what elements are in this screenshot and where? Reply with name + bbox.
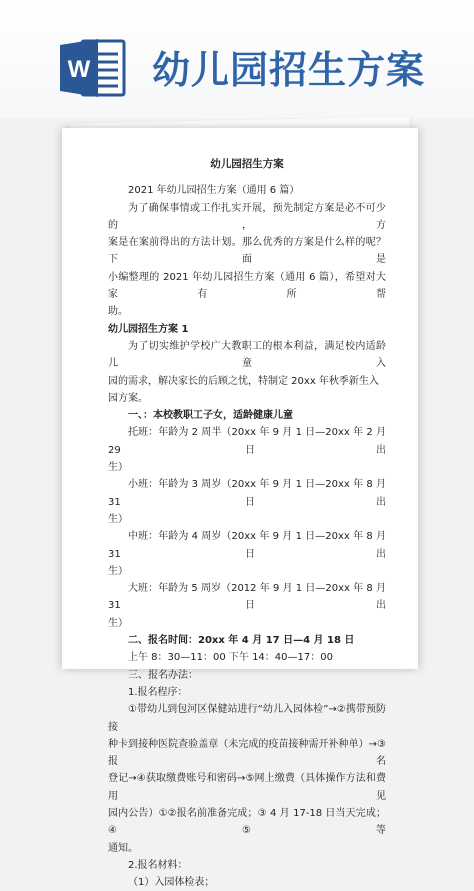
procedure-heading: 1.报名程序：: [128, 686, 188, 698]
section-line: 为了切实维护学校广大教职工的根本利益，满足校内适龄儿童入: [108, 340, 386, 370]
banner: [0, 0, 474, 118]
registration-time: 上午 8：30—11：00 下午 14：40—17：00: [128, 652, 333, 664]
class-line: 中班：年龄为 4 周岁（20xx 年 9 月 1 日—20xx 年 8 月 31 日出: [108, 531, 386, 560]
class-line: 生）: [108, 617, 128, 629]
procedure-line: 通知。: [108, 842, 138, 854]
intro-line: 案是在案前得出的方法计划。那么优秀的方案是什么样的呢？下面是: [108, 237, 386, 266]
materials-item: （1）入园体检表；: [128, 877, 215, 889]
logo-letter: W: [67, 56, 91, 83]
document-page: [62, 128, 418, 889]
procedure-line: 园内公告）①②报名前准备完成；③ 4 月 17-18 日当天完成；④⑤等: [108, 807, 386, 837]
banner-title: 幼儿园招生方案: [152, 48, 426, 92]
document-title: 幼儿园招生方案: [210, 158, 284, 170]
section-heading: 幼儿园招生方案 1: [108, 323, 189, 335]
class-line: 生）: [108, 565, 128, 577]
procedure-line: 登记→④获取缴费账号和密码→⑤网上缴费（具体操作方法和费用见: [108, 773, 386, 802]
class-line: 小班：年龄为 3 周岁（20xx 年 9 月 1 日—20xx 年 8 月 31 日出: [108, 479, 386, 508]
document-subtitle: 2021 年幼儿园招生方案（通用 6 篇）: [128, 185, 300, 197]
procedure-line: 种卡到接种医院查验盖章（未完成的疫苗接种需开补种单）→③报名: [108, 738, 386, 768]
part-heading: 三、报名办法：: [128, 669, 198, 681]
class-line: 托班：年龄为 2 周半（20xx 年 9 月 1 日—20xx 年 2 月 29 日出: [108, 427, 386, 456]
procedure-line: ①带幼儿到包河区保健站进行“幼儿入园体检”→②携带预防接: [108, 704, 386, 733]
intro-line: 小编整理的 2021 年幼儿园招生方案（通用 6 篇），希望对大家有所帮: [108, 271, 386, 301]
class-line: 生）: [108, 462, 128, 474]
intro-line: 助。: [108, 306, 128, 318]
part-heading: 一、：本校教职工子女，适龄健康儿童: [128, 410, 293, 422]
class-line: 生）: [108, 513, 128, 525]
class-line: 大班：年龄为 5 周岁（2012 年 9 月 1 日—20xx 年 8 月 31 日出: [108, 583, 386, 612]
word-document-icon: [60, 37, 128, 99]
part-heading: 二、报名时间：20xx 年 4 月 17 日—4 月 18 日: [128, 635, 355, 647]
materials-heading: 2.报名材料：: [128, 859, 188, 871]
intro-line: 为了确保事情或工作扎实开展，预先制定方案是必不可少的，方: [108, 202, 386, 231]
document-body: [108, 156, 386, 891]
section-line: 园的需求，解决家长的后顾之忧，特制定 20xx 年秋季新生入园方案。: [108, 375, 379, 404]
